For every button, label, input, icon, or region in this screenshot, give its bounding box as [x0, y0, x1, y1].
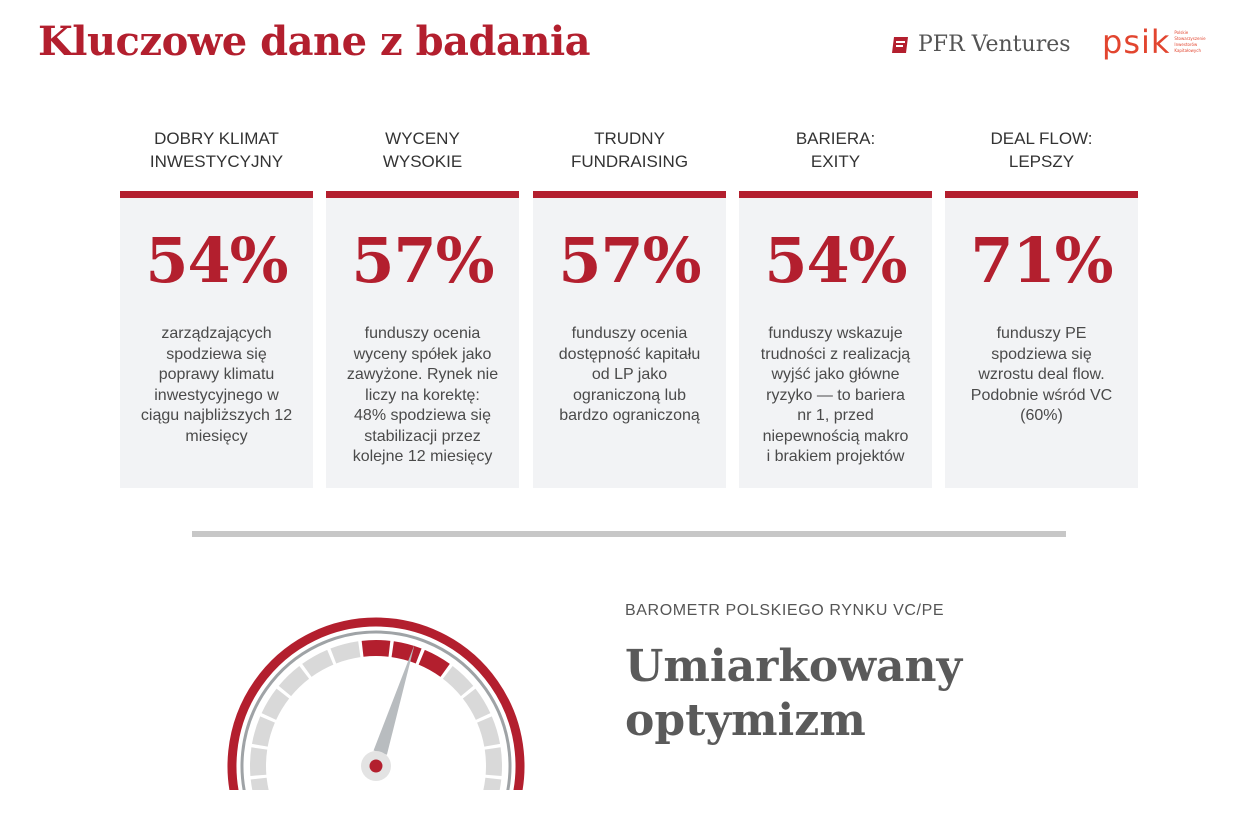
card-value: 54%: [764, 224, 907, 297]
gauge-segment: [419, 650, 450, 677]
card-accent-bar: [120, 191, 313, 198]
card-body: [120, 198, 313, 488]
card-value: 57%: [558, 224, 701, 297]
psik-logo: [1102, 23, 1214, 61]
finding-card: [120, 127, 313, 488]
card-description: funduszy ocenia dostępność kapitału od LP jako ograniczoną lub bardzo ograniczoną: [558, 325, 701, 424]
finding-card: [945, 127, 1138, 488]
card-heading: BARIERA: EXITY: [795, 129, 876, 171]
gauge-segment: [302, 650, 333, 677]
card-accent-bar: [326, 191, 519, 198]
psik-subtitle: Polskie Stowarzyszenie Inwestorów Kapitałowych: [1174, 30, 1206, 53]
gauge-segment: [477, 716, 500, 746]
card-value: 71%: [970, 224, 1113, 297]
finding-card: [326, 127, 519, 488]
finding-card: [739, 127, 932, 488]
pfr-ventures-name: PFR Ventures: [918, 32, 1071, 57]
page-title: Kluczowe dane z badania: [38, 18, 591, 65]
psik-mark: psik: [1102, 23, 1171, 61]
card-heading: TRUDNY FUNDRAISING: [570, 129, 689, 171]
card-description: zarządzających spodziewa się poprawy klimatu inwestycyjnego w ciągu najbliższych 12 miesięcy: [140, 325, 293, 445]
barometer-label: BAROMETR POLSKIEGO RYNKU VC/PE: [625, 602, 945, 619]
card-value: 57%: [351, 224, 494, 297]
card-body: [326, 198, 519, 488]
card-description: funduszy ocenia wyceny spółek jako zawyżone. Rynek nie liczy na korektę: 48% spodziewa się stabilizacji przez kolejne 12 miesięcy: [346, 325, 499, 465]
gauge-segment: [392, 641, 422, 663]
gauge-segment: [252, 716, 275, 746]
gauge-segment: [251, 778, 272, 790]
gauge-segment: [463, 689, 491, 720]
barometer-gauge: [222, 570, 542, 790]
card-accent-bar: [533, 191, 726, 198]
section-divider: [192, 531, 1066, 537]
card-body: [533, 198, 726, 488]
gauge-segment: [362, 640, 391, 657]
gauge-segment: [262, 689, 290, 720]
card-heading: DOBRY KLIMAT INWESTYCYJNY: [149, 129, 284, 171]
gauge-segment: [250, 747, 267, 776]
card-description: funduszy wskazuje trudności z realizacją wyjść jako główne ryzyko — to bariera nr 1, przed niepewnością makro i brakiem projektów: [760, 325, 911, 465]
gauge-segment: [330, 641, 360, 663]
card-accent-bar: [945, 191, 1138, 198]
pfr-ventures-logo: [892, 32, 1071, 57]
card-accent-bar: [739, 191, 932, 198]
gauge-hub-inner: [370, 760, 383, 773]
card-heading: DEAL FLOW: LEPSZY: [990, 129, 1093, 171]
card-heading: WYCENY WYSOKIE: [382, 129, 463, 171]
gauge-segment: [485, 747, 502, 776]
gauge-needle: [374, 644, 415, 755]
card-body: [739, 198, 932, 488]
card-body: [945, 198, 1138, 488]
pfr-icon: [892, 36, 910, 54]
card-value: 54%: [145, 224, 288, 297]
card-description: funduszy PE spodziewa się wzrostu deal flow. Podobnie wśród VC (60%): [970, 325, 1113, 424]
barometer-value: Umiarkowany optymizm: [625, 641, 963, 746]
finding-card: [533, 127, 726, 488]
gauge-segment: [480, 778, 501, 790]
